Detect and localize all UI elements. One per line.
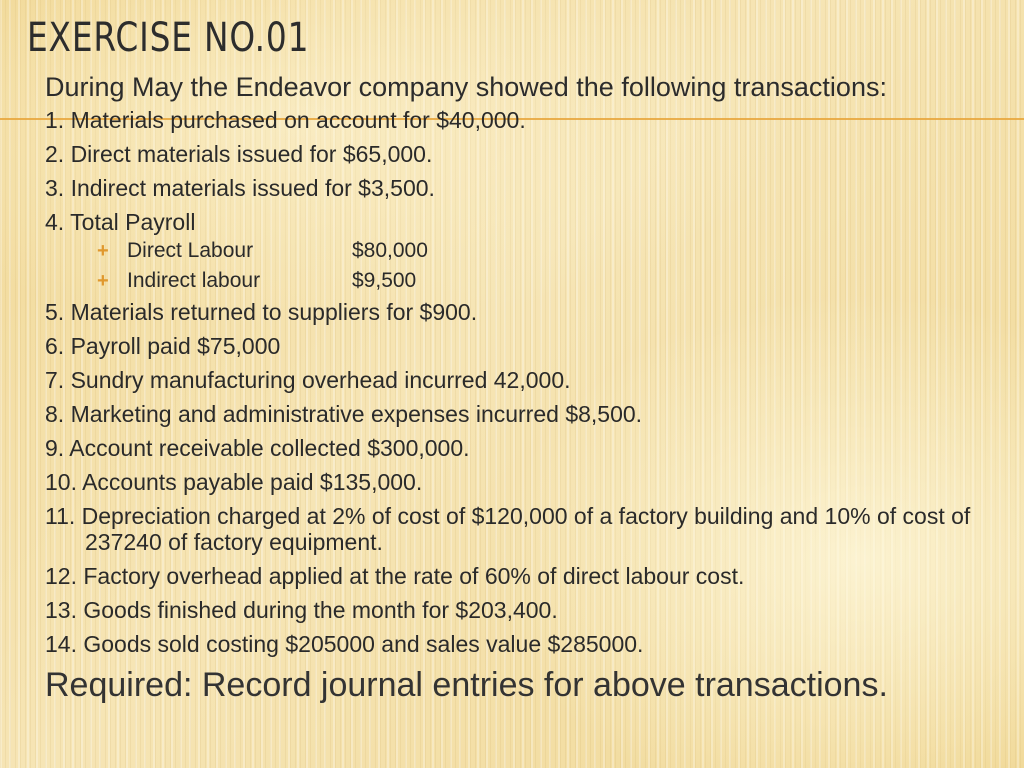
payroll-label: Indirect labour (127, 269, 261, 292)
transaction-item: 1. Materials purchased on account for $40,000. (45, 107, 526, 133)
transaction-item: 13. Goods finished during the month for $203,400. (45, 597, 558, 623)
transaction-item: 7. Sundry manufacturing overhead incurred 42,000. (45, 367, 571, 393)
plus-bullet-icon: + (97, 270, 109, 292)
transaction-item: 3. Indirect materials issued for $3,500. (45, 175, 435, 201)
payroll-amount: $9,500 (352, 269, 417, 292)
slide-body (45, 72, 1005, 705)
transaction-item: 5. Materials returned to suppliers for $900. (45, 299, 478, 325)
slide-title: EXERCISE NO.01 (27, 15, 310, 61)
payroll-breakdown-item (97, 269, 1005, 293)
transaction-item: 11. Depreciation charged at 2% of cost of $120,000 of a factory building and 10% of cost of 237240 of factory equipment. (45, 503, 971, 555)
transaction-item: 4. Total Payroll (45, 209, 196, 235)
transaction-item: 8. Marketing and administrative expenses incurred $8,500. (45, 401, 643, 427)
transaction-item: 6. Payroll paid $75,000 (45, 333, 281, 359)
intro-text: During May the Endeavor company showed the following transactions: (45, 72, 887, 102)
required-instruction: Required: Record journal entries for above transactions. (45, 666, 888, 704)
payroll-breakdown-list (45, 239, 1005, 293)
transaction-list (45, 107, 1005, 235)
transaction-item: 12. Factory overhead applied at the rate of 60% of direct labour cost. (45, 563, 745, 589)
transaction-item: 10. Accounts payable paid $135,000. (45, 469, 423, 495)
payroll-breakdown-item (97, 239, 1005, 263)
transaction-list-continued (45, 299, 1005, 657)
payroll-amount: $80,000 (352, 239, 428, 262)
transaction-item: 9. Account receivable collected $300,000. (45, 435, 470, 461)
transaction-item: 14. Goods sold costing $205000 and sales value $285000. (45, 631, 644, 657)
payroll-label: Direct Labour (127, 239, 254, 262)
plus-bullet-icon: + (97, 240, 109, 262)
transaction-item: 2. Direct materials issued for $65,000. (45, 141, 433, 167)
